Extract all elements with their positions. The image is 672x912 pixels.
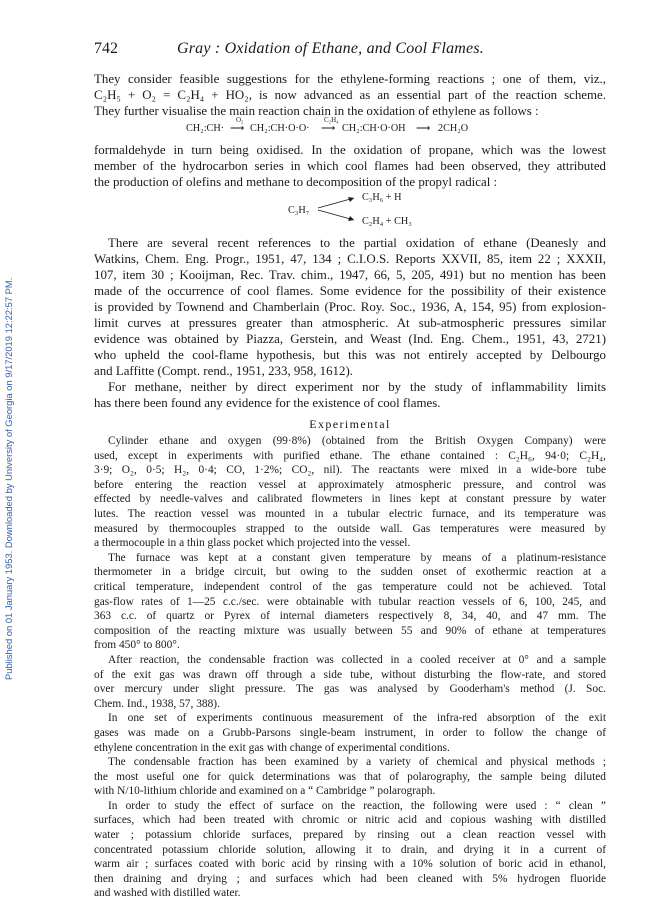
- equation-term: 2CH₂O: [438, 123, 469, 134]
- text-line: the production of olefins and methane to decomposition of the propyl radical :: [94, 175, 498, 189]
- text-line: and Laffitte (Compt. rend., 1951, 233, 958, 1612).: [94, 364, 353, 378]
- text-line: Cylinder ethane and oxygen (99·8%) (obtained from the British Oxygen Company) were: [108, 435, 606, 447]
- text-line: After reaction, the condensable fraction was collected in a cooled receiver at 0° and a sample: [108, 653, 606, 666]
- text-line: 107, item 30 ; Kooijman, Rec. Trav. chim., 1947, 66, 5, 205, 491) but no mention has been: [94, 268, 606, 282]
- text-line: is provided by Townend and Chamberlain (Proc. Roy. Soc., 1936, A, 154, 95) from explosion-: [94, 300, 606, 314]
- equation-term: CH₂:CH·O·O·: [250, 123, 310, 134]
- text-line: who upheld the cool-flame hypothesis, but this was not entirely accepted by Delbourgo: [94, 348, 606, 362]
- reaction-arrow: ⟶: [416, 123, 431, 134]
- text-line: thermometer in a bridge circuit, but owing to the sudden onset of exothermic reaction at a: [94, 566, 606, 579]
- text-line: composition of the reacting mixture was usually between 55 and 90% of ethane at temperatures: [94, 624, 606, 637]
- text-line: surfaces, which had been treated with chromic or nitric acid and copious washing with distilled: [94, 814, 606, 827]
- page-number: 742: [94, 40, 118, 57]
- download-watermark: [2, 120, 16, 680]
- text-line: made of the occurrence of cool flames. Some evidence for the possibility of their existence: [94, 284, 606, 298]
- text-line: 363 c.c. of quartz or Pyrex of internal diameters respectively 8, 34, 40, and 47 mm. The: [94, 610, 606, 623]
- text-line: measured by thermocouples strapped to the outside wall. Gas temperatures were measured by: [94, 522, 606, 535]
- text-line: critical temperature, independent control of the gas temperature could not be achieved. Total: [94, 580, 606, 593]
- text-line: has there been found any evidence for the existence of cool flames.: [94, 396, 441, 410]
- text-line: formaldehyde in turn being oxidised. In the oxidation of propane, which was the lowest: [94, 143, 606, 157]
- text-line: from 450° to 800°.: [94, 639, 180, 652]
- text-line: evidence was obtained by Piazza, Gerstein, and Weast (Ind. Eng. Chem., 1951, 43, 2721): [94, 332, 606, 346]
- text-line: They consider feasible suggestions for the ethylene-forming reactions ; one of them, viz.,: [94, 72, 606, 86]
- branching-arrows: [316, 193, 358, 225]
- text-line: Watkins, Chem. Eng. Progr., 1951, 47, 134 ; C.I.O.S. Reports XXVII, 85, item 22 ; XXXII,: [94, 252, 606, 266]
- equation-reactant: C₃H₇: [288, 205, 310, 216]
- text-line: They further visualise the main reaction chain in the oxidation of ethylene as follows :: [94, 104, 539, 118]
- download-watermark-text: Published on 01 January 1953. Downloaded by University of Georgia on 9/17/2019 12:22:57 PM.: [3, 277, 14, 680]
- text-line: limit curves at pressures greater than atmospheric. At sub-atmospheric pressures similar: [94, 316, 606, 330]
- text-line: member of the hydrocarbon series in which cool flames had been observed, they attributed: [94, 159, 606, 173]
- running-title: Gray : Oxidation of Ethane, and Cool Flames.: [177, 40, 484, 57]
- page-header: [94, 40, 606, 58]
- text-line: In order to study the effect of surface on the reaction, the following were used : “ clean ”: [108, 799, 606, 812]
- text-line: warm air ; surfaces coated with boric acid by rinsing with a 10% solution of boric acid in ethanol,: [94, 858, 606, 871]
- text-line: gas-flow rates of 1—25 c.c./sec. were obtainable with tubular reaction vessels of 6, 100, 245, and: [94, 595, 606, 608]
- text-line: a thermocouple in a thin glass pocket which projected into the vessel.: [94, 537, 411, 550]
- text-line: lutes. The reaction vessel was mounted in a tubular electric furnace, and its temperature was: [94, 508, 606, 520]
- text-line: with N/10-lithium chloride and examined on a “ Cambridge ” polarograph.: [94, 785, 436, 798]
- text-line: then draining and drying ; and surfaces which had been cleaned with 5% hydrogen fluoride: [94, 872, 606, 885]
- text-line: concentrated potassium chloride solution, allowing it to drain, and drying it in a current of: [94, 843, 606, 856]
- text-line: Chem. Ind., 1938, 57, 388).: [94, 697, 220, 710]
- text-line: water ; potassium chloride surfaces, prepared by rinsing out a clean reaction vessel with: [94, 829, 606, 841]
- section-heading: Experimental: [309, 417, 391, 431]
- text-line: and washed with distilled water.: [94, 887, 241, 900]
- equation-term: CH₂:CH·O·OH: [342, 123, 406, 134]
- text-line: In one set of experiments continuous measurement of the infra-red absorption of the exit: [108, 712, 606, 725]
- text-line: For methane, neither by direct experiment nor by the study of inflammability limits: [108, 380, 606, 394]
- text-line: before entering the reaction vessel at approximately atmospheric pressure, and control was: [94, 478, 606, 491]
- equation-product: C₂H₄ + CH₃: [362, 216, 412, 227]
- text-line: of the exit gas was drawn off through a side tube, without disturbing the flow-rate, and stored: [94, 668, 606, 681]
- equation-product: C₃H₆ + H: [362, 192, 402, 203]
- text-line: There are several recent references to the partial oxidation of ethane (Deanesly and: [108, 236, 606, 250]
- text-line: The condensable fraction has been examined by a variety of chemical and physical methods ;: [108, 756, 606, 769]
- text-line: C₂H₅ + O₂ = C₂H₄ + HO₂, is now advanced as an essential part of the reaction scheme.: [94, 88, 606, 102]
- arrow-reagent: O₂: [236, 116, 244, 124]
- arrow-reagent: C₂H₄: [324, 116, 339, 124]
- reaction-arrow: ⟶: [230, 123, 245, 134]
- text-line: used, except in experiments with purified ethane. The ethane contained : C₂H₆, 94·0; C₂H₄,: [94, 449, 606, 462]
- text-line: The furnace was kept at a constant given temperature by means of a platinum-resistance: [108, 551, 606, 564]
- equation-term: CH₂:CH·: [186, 123, 225, 134]
- text-line: ethylene concentration in the exit gas with change of experimental conditions.: [94, 741, 450, 754]
- text-line: gases was made on a Grubb-Parsons single-beam instrument, in order to follow the change of: [94, 726, 606, 739]
- text-line: 3·9; O₂, 0·5; H₂, 0·4; CO, 1·2%; CO₂, nil). The reactants were mixed in a wide-bore tube: [94, 464, 606, 477]
- reaction-arrow: ⟶: [321, 123, 336, 134]
- text-line: effected by needle-valves and calibrated flowmeters in lines kept at constant pressure by water: [94, 493, 606, 506]
- text-line: the most useful one for quick determinations was that of polarography, the sample being diluted: [94, 770, 606, 783]
- text-line: over mercury under slight pressure. The gas was analysed by Gooderham's method (J. Soc.: [94, 683, 606, 696]
